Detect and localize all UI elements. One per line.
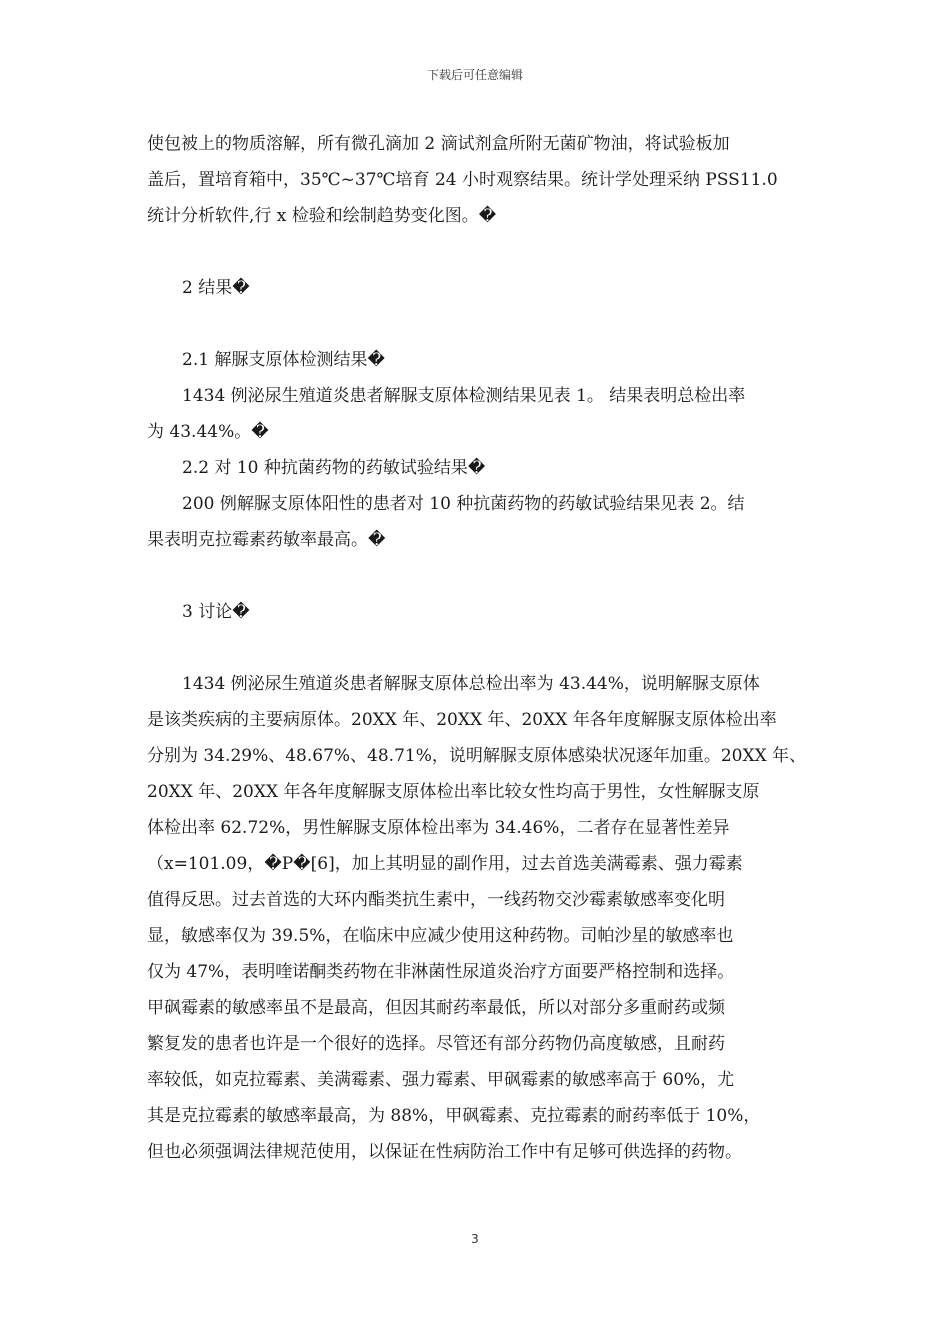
paragraph-line: 甲砜霉素的敏感率虽不是最高，但因其耐药率最低，所以对部分多重耐药或频 bbox=[147, 998, 725, 1018]
paragraph-line: 但也必须强调法律规范使用，以保证在性病防治工作中有足够可供选择的药物。 bbox=[147, 1142, 742, 1162]
page-header: 下载后可任意编辑 bbox=[426, 68, 523, 82]
paragraph-line: 使包被上的物质溶解，所有微孔滴加 2 滴试剂盒所附无菌矿物油，将试验板加 bbox=[147, 134, 730, 154]
paragraph-line: 1434 例泌尿生殖道炎患者解脲支原体检测结果见表 1。 结果表明总检出率 bbox=[182, 386, 746, 406]
subsection-heading-2-1: 2.1 解脲支原体检测结果� bbox=[182, 350, 385, 370]
paragraph-line: 仅为 47%，表明喹诺酮类药物在非淋菌性尿道炎治疗方面要严格控制和选择。 bbox=[147, 962, 735, 982]
paragraph-line: 繁复发的患者也许是一个很好的选择。尽管还有部分药物仍高度敏感，且耐药 bbox=[147, 1034, 725, 1054]
paragraph-line: 显，敏感率仅为 39.5%，在临床中应减少使用这种药物。司帕沙星的敏感率也 bbox=[147, 926, 734, 946]
paragraph-line: 200 例解脲支原体阳性的患者对 10 种抗菌药物的药敏试验结果见表 2。结 bbox=[182, 494, 745, 514]
paragraph-line: 率较低，如克拉霉素、美满霉素、强力霉素、甲砜霉素的敏感率高于 60%，尤 bbox=[147, 1070, 735, 1090]
paragraph-line: 体检出率 62.72%，男性解脲支原体检出率为 34.46%，二者存在显著性差异 bbox=[147, 818, 730, 838]
page-number: 3 bbox=[471, 1232, 479, 1246]
document-body bbox=[147, 126, 807, 1170]
subsection-heading-2-2: 2.2 对 10 种抗菌药物的药敏试验结果� bbox=[182, 458, 486, 478]
paragraph-line: 1434 例泌尿生殖道炎患者解脲支原体总检出率为 43.44%，说明解脲支原体 bbox=[182, 674, 760, 694]
paragraph-line: 其是克拉霉素的敏感率最高，为 88%，甲砜霉素、克拉霉素的耐药率低于 10%， bbox=[147, 1106, 761, 1126]
paragraph-line: 分别为 34.29%、48.67%、48.71%，说明解脲支原体感染状况逐年加重。20XX 年、 bbox=[147, 746, 807, 766]
paragraph-line: 为 43.44%。� bbox=[147, 422, 269, 442]
section-heading-results: 2 结果� bbox=[182, 278, 250, 298]
paragraph-line: 20XX 年、20XX 年各年度解脲支原体检出率比较女性均高于男性，女性解脲支原 bbox=[147, 782, 760, 802]
paragraph-line: 盖后，置培育箱中，35℃~37℃培育 24 小时观察结果。统计学处理采纳 PSS11.0 bbox=[147, 170, 778, 190]
paragraph-line: 值得反思。过去首选的大环内酯类抗生素中，一线药物交沙霉素敏感率变化明 bbox=[147, 890, 725, 910]
paragraph-line: （x=101.09，�P�[6]，加上其明显的副作用，过去首选美满霉素、强力霉素 bbox=[147, 854, 743, 874]
paragraph-line: 统计分析软件,行 x 检验和绘制趋势变化图。� bbox=[147, 206, 497, 226]
paragraph-line: 果表明克拉霉素药敏率最高。� bbox=[147, 530, 386, 550]
section-heading-discussion: 3 讨论� bbox=[182, 602, 250, 622]
paragraph-line: 是该类疾病的主要病原体。20XX 年、20XX 年、20XX 年各年度解脲支原体检出率 bbox=[147, 710, 777, 730]
